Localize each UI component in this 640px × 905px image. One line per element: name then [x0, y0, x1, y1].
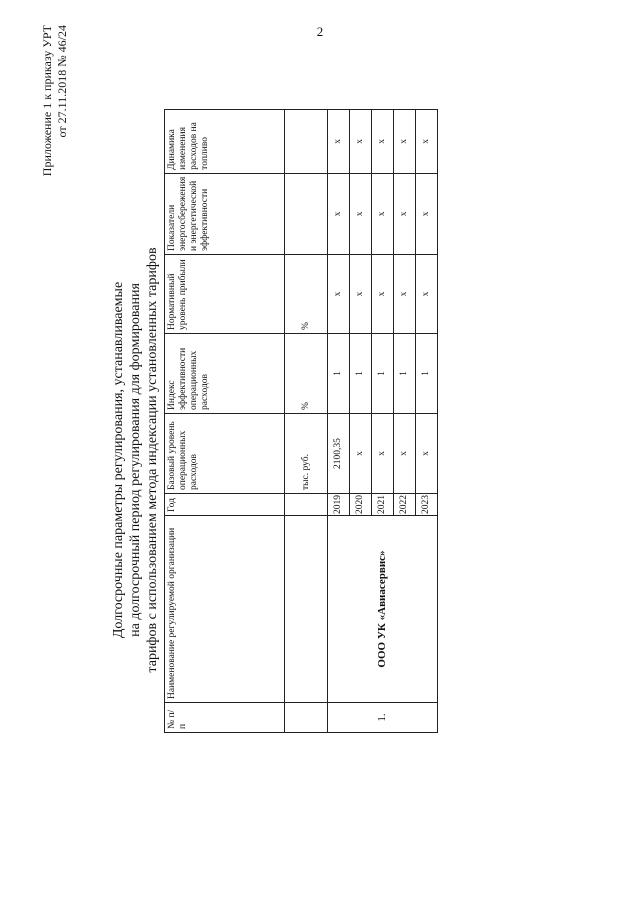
header-base: Базовый уровень операционных расходов [165, 414, 285, 494]
table-row [328, 109, 350, 732]
cell-fuel: x [416, 109, 438, 173]
document-title [110, 165, 161, 755]
organization-name: ООО УК «Авиасервис» [328, 516, 438, 703]
cell-profit: x [350, 255, 372, 334]
page-number: 2 [316, 24, 324, 39]
cell-fuel: x [328, 109, 350, 173]
header-profit: Нормативный уровень прибыли [165, 255, 285, 334]
header-num: № п/п [165, 703, 285, 733]
title-line-3: тарифов с использованием метода индексации установленных тарифов [145, 247, 160, 673]
cell-fuel: x [372, 109, 394, 173]
cell-fuel: x [350, 109, 372, 173]
header-org: Наименование регулируемой организации [165, 516, 285, 703]
appendix-reference [40, 25, 70, 225]
cell-year: 2020 [350, 494, 372, 516]
cell-energy: x [394, 173, 416, 254]
cell-index: 1 [416, 334, 438, 414]
header-row [165, 109, 285, 732]
cell-base: x [372, 414, 394, 494]
cell-year: 2023 [416, 494, 438, 516]
entry-number: 1. [328, 703, 438, 733]
cell-index: 1 [394, 334, 416, 414]
cell-year: 2019 [328, 494, 350, 516]
cell-energy: x [350, 173, 372, 254]
cell-profit: x [416, 255, 438, 334]
cell-base: x [350, 414, 372, 494]
cell-year: 2021 [372, 494, 394, 516]
unit-index: % [285, 334, 328, 414]
cell-base: x [394, 414, 416, 494]
title-line-2: на долгосрочный период регулирования для формирования [128, 283, 143, 637]
unit-profit: % [285, 255, 328, 334]
header-energy: Показатели энергосбережения и энергетической эффективности [165, 173, 285, 254]
appendix-line-1: Приложение 1 к приказу УРТ [40, 25, 54, 177]
cell-base: x [416, 414, 438, 494]
cell-fuel: x [394, 109, 416, 173]
cell-base: 2100,35 [328, 414, 350, 494]
header-year: Год [165, 494, 285, 516]
header-fuel: Динамика изменения расходов на топливо [165, 109, 285, 173]
cell-profit: x [372, 255, 394, 334]
cell-index: 1 [350, 334, 372, 414]
units-row [285, 109, 328, 732]
unit-base: тыс. руб. [285, 414, 328, 494]
cell-profit: x [328, 255, 350, 334]
appendix-line-2: от 27.11.2018 № 46/24 [55, 25, 69, 138]
title-line-1: Долгосрочные параметры регулирования, устанавливаемые [111, 281, 126, 639]
table-body [165, 109, 438, 732]
cell-year: 2022 [394, 494, 416, 516]
cell-energy: x [372, 173, 394, 254]
cell-index: 1 [328, 334, 350, 414]
cell-index: 1 [372, 334, 394, 414]
cell-energy: x [416, 173, 438, 254]
parameters-table [164, 109, 438, 733]
cell-energy: x [328, 173, 350, 254]
header-index: Индекс эффективности операционных расходов [165, 334, 285, 414]
cell-profit: x [394, 255, 416, 334]
